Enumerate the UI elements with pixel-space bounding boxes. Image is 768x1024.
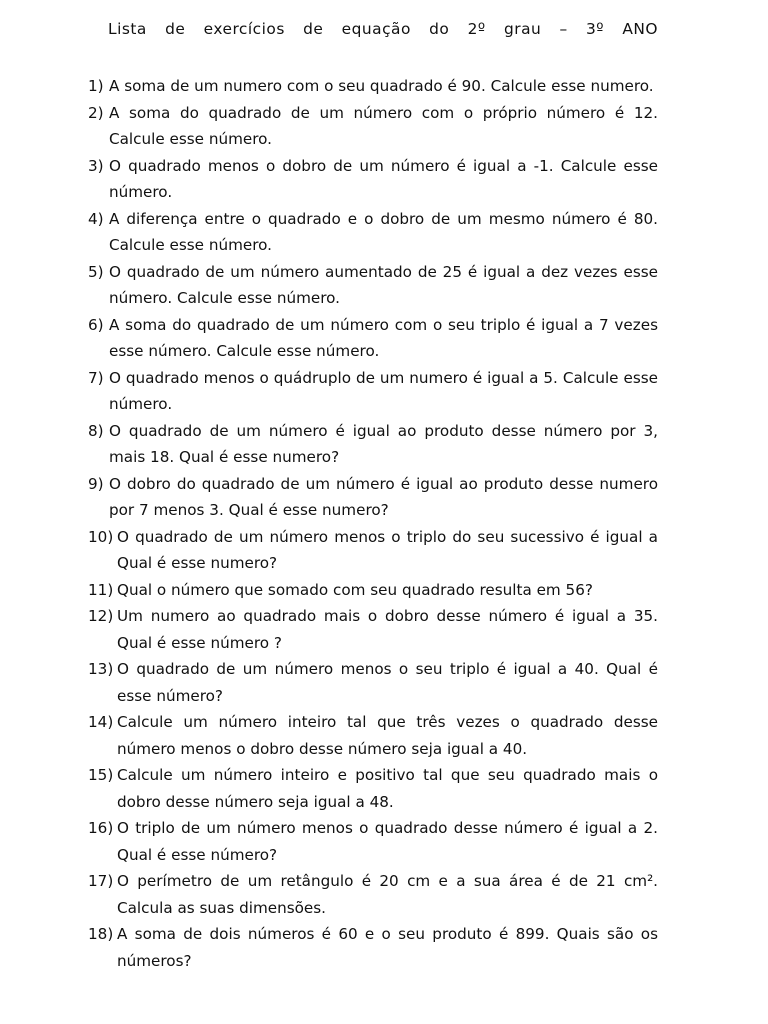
- exercise-number: 3): [88, 156, 104, 175]
- exercise-text: Calcule um número inteiro tal que três vezes o quadrado desse número menos o dobro desse número seja igual a 40.: [117, 713, 658, 758]
- exercise-item: [88, 868, 658, 921]
- exercise-number: 12): [88, 607, 114, 625]
- exercise-text: Qual o número que somado com seu quadrado resulta em 56?: [117, 580, 593, 599]
- exercise-text: O triplo de um número menos o quadrado desse número é igual a 2. Qual é esse número?: [117, 819, 658, 864]
- exercise-number: 5): [88, 262, 104, 281]
- exercise-item: [88, 921, 658, 974]
- exercise-item: [88, 259, 658, 312]
- exercise-text: O perímetro de um retângulo é 20 cm e a sua área é de 21 cm². Calcula as suas dimensões.: [117, 872, 658, 917]
- exercise-number: 17): [88, 872, 114, 890]
- exercise-number: 1): [88, 77, 104, 95]
- exercise-text: O quadrado menos o dobro de um número é igual a -1. Calcule esse número.: [109, 156, 658, 201]
- exercise-item: [88, 762, 658, 815]
- exercise-item: [88, 206, 658, 259]
- exercise-item: [88, 365, 658, 418]
- exercise-text: O dobro do quadrado de um número é igual ao produto desse numero por 7 menos 3. Qual é esse numero?: [109, 474, 658, 519]
- exercise-item: [88, 471, 658, 524]
- exercise-text: A diferença entre o quadrado e o dobro de um mesmo número é 80. Calcule esse número.: [109, 209, 658, 254]
- exercise-number: 18): [88, 925, 114, 943]
- exercise-number: 15): [88, 766, 114, 784]
- exercise-text: O quadrado de um número menos o seu triplo é igual a 40. Qual é esse número?: [117, 660, 658, 705]
- exercise-number: 16): [88, 819, 114, 837]
- exercise-text: O quadrado de um número menos o triplo do seu sucessivo é igual a Qual é esse numero?: [117, 527, 658, 572]
- exercise-item: [88, 524, 658, 577]
- exercise-text: A soma de dois números é 60 e o seu produto é 899. Quais são os números?: [117, 925, 658, 970]
- exercise-number: 7): [88, 368, 104, 387]
- exercise-item: [88, 73, 658, 100]
- exercise-text: O quadrado menos o quádruplo de um numero é igual a 5. Calcule esse número.: [109, 368, 658, 413]
- exercise-number: 9): [88, 474, 104, 493]
- exercise-item: [88, 577, 658, 604]
- exercise-item: [88, 153, 658, 206]
- exercise-text: O quadrado de um número aumentado de 25 é igual a dez vezes esse número. Calcule esse número.: [109, 262, 658, 307]
- exercise-text: Um numero ao quadrado mais o dobro desse número é igual a 35. Qual é esse número ?: [117, 607, 658, 652]
- exercise-item: [88, 100, 658, 153]
- exercise-item: [88, 656, 658, 709]
- exercise-number: 10): [88, 527, 114, 546]
- exercise-text: A soma do quadrado de um número com o seu triplo é igual a 7 vezes esse número. Calcule esse número.: [109, 315, 658, 360]
- exercise-text: Calcule um número inteiro e positivo tal que seu quadrado mais o dobro desse número seja igual a 48.: [117, 766, 658, 811]
- exercise-number: 2): [88, 103, 104, 122]
- exercise-number: 13): [88, 660, 114, 678]
- exercise-number: 11): [88, 580, 114, 599]
- exercise-text: O quadrado de um número é igual ao produto desse número por 3, mais 18. Qual é esse numero?: [109, 421, 658, 466]
- exercise-item: [88, 815, 658, 868]
- exercise-number: 4): [88, 209, 104, 228]
- exercise-text: A soma de um numero com o seu quadrado é 90. Calcule esse numero.: [109, 77, 654, 95]
- document-title: Lista de exercícios de equação do 2º grau – 3º ANO: [108, 20, 658, 38]
- exercise-item: [88, 709, 658, 762]
- exercise-list: [88, 73, 658, 974]
- exercise-item: [88, 603, 658, 656]
- exercise-number: 14): [88, 713, 114, 731]
- exercise-number: 8): [88, 421, 104, 440]
- exercise-text: A soma do quadrado de um número com o próprio número é 12. Calcule esse número.: [109, 103, 658, 148]
- exercise-number: 6): [88, 315, 104, 334]
- exercise-item: [88, 312, 658, 365]
- exercise-item: [88, 418, 658, 471]
